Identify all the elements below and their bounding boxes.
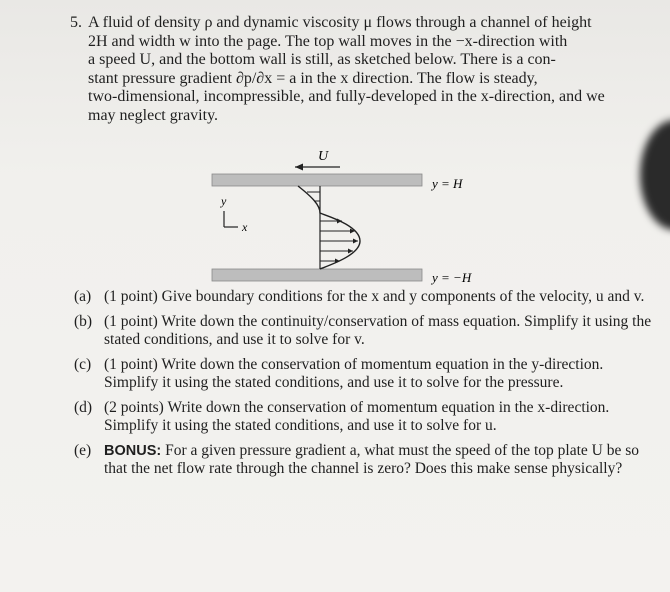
intro-line: stant pressure gradient ∂p/∂x = a in the x direction. The flow is steady, — [88, 69, 538, 87]
question-part-b — [60, 313, 655, 350]
axis-x-label: x — [242, 220, 248, 234]
velocity-arrowhead-icon — [295, 164, 303, 171]
part-label: (e) — [74, 441, 92, 459]
top-wall-label: y = H — [432, 176, 463, 191]
bottom-wall-label: y = −H — [432, 270, 472, 285]
channel-flow-svg — [200, 145, 520, 295]
bonus-question-text: For a given pressure gradient a, what must the speed of the top plate U be so that the net flow rate through the channel is zero? Does this make sense physically? — [104, 441, 639, 477]
bonus-label: BONUS: — [104, 442, 162, 459]
question-part-a — [60, 288, 655, 307]
part-text: (2 points) Write down the conservation of momentum equation in the x-direction. Simplify it using the stated conditions, and use it to solve for u. — [104, 398, 610, 434]
intro-line: A fluid of density ρ and dynamic viscosity μ flows through a channel of height — [88, 14, 592, 31]
part-label: (c) — [74, 355, 92, 373]
intro-line: may neglect gravity. — [88, 106, 219, 124]
profile-arrowhead-icon — [335, 259, 340, 264]
part-label: (b) — [74, 312, 93, 330]
part-text: (1 point) Give boundary conditions for the x and y components of the velocity, u and v. — [104, 288, 645, 305]
question-part-d — [60, 399, 655, 436]
part-text — [104, 442, 655, 479]
question-part-e — [60, 442, 655, 479]
profile-arrowhead-icon — [353, 239, 358, 244]
problem-statement — [88, 14, 648, 125]
bottom-wall — [212, 269, 422, 281]
profile-arrowhead-icon — [337, 219, 342, 224]
axis-y-label: y — [221, 194, 227, 208]
intro-line: a speed U, and the bottom wall is still, as sketched below. There is a con- — [88, 51, 556, 68]
channel-flow-diagram — [200, 145, 520, 295]
velocity-profile-curve — [298, 186, 360, 269]
part-label: (a) — [74, 288, 92, 305]
question-part-c — [60, 356, 655, 393]
part-text: (1 point) Write down the conservation of momentum equation in the y-direction. Simplify it using the stated conditions, and use it to solve for the pressure. — [104, 355, 604, 391]
part-text: (1 point) Write down the continuity/conservation of mass equation. Simplify it using the stated conditions, and use it to solve for v. — [104, 312, 652, 348]
intro-line: two-dimensional, incompressible, and fully-developed in the x-direction, and we — [88, 88, 605, 105]
velocity-label: U — [318, 149, 329, 164]
intro-line: 2H and width w into the page. The top wall moves in the −x-direction with — [88, 32, 568, 50]
finger-shadow — [640, 120, 670, 230]
part-label: (d) — [74, 398, 93, 416]
top-wall — [212, 174, 422, 186]
question-parts — [60, 288, 655, 485]
problem-number: 5. — [70, 14, 82, 31]
